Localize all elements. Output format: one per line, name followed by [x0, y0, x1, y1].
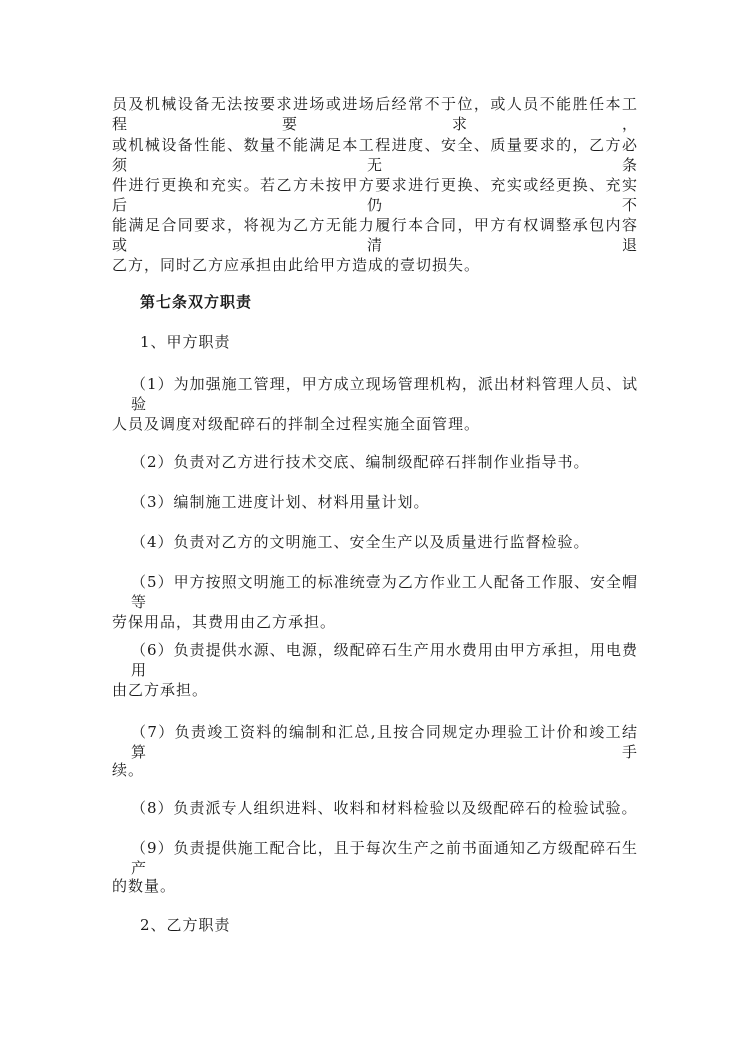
- list-item: （4）负责对乙方的文明施工、安全生产以及质量进行监督检验。: [131, 533, 590, 551]
- list-item: （7）负责竣工资料的编制和汇总,且按合同规定办理验工计价和竣工结算手: [131, 723, 638, 761]
- section-heading-party-a: 1、甲方职责: [140, 333, 231, 351]
- list-item: （3）编制施工进度计划、材料用量计划。: [131, 493, 430, 511]
- list-item-continuation: 由乙方承担。: [112, 681, 209, 699]
- list-item: （6）负责提供水源、电源，级配碎石生产用水费用由甲方承担，用电费用: [131, 641, 638, 679]
- paragraph-line: 件进行更换和充实。若乙方未按甲方要求进行更换、充实或经更换、充实后仍不: [112, 176, 638, 214]
- paragraph-line: 能满足合同要求，将视为乙方无能力履行本合同，甲方有权调整承包内容或清退: [112, 216, 638, 254]
- paragraph-line: 乙方，同时乙方应承担由此给甲方造成的壹切损失。: [112, 256, 481, 274]
- list-item: （9）负责提供施工配合比，且于每次生产之前书面通知乙方级配碎石生产: [131, 839, 638, 877]
- list-item: （8）负责派专人组织进料、收料和材料检验以及级配碎石的检验试验。: [131, 799, 638, 817]
- list-item-continuation: 的数量。: [112, 877, 177, 895]
- article-heading: 第七条双方职责: [140, 293, 253, 311]
- list-item-continuation: 续。: [112, 761, 145, 779]
- list-item: （5）甲方按照文明施工的标准统壹为乙方作业工人配备工作服、安全帽等: [131, 573, 638, 611]
- list-item: （2）负责对乙方进行技术交底、编制级配碎石拌制作业指导书。: [131, 453, 590, 471]
- section-heading-party-b: 2、乙方职责: [140, 916, 231, 934]
- paragraph-line: 员及机械设备无法按要求进场或进场后经常不于位，或人员不能胜任本工程要求，: [112, 95, 638, 133]
- list-item-continuation: 人员及调度对级配碎石的拌制全过程实施全面管理。: [112, 415, 481, 433]
- paragraph-line: 或机械设备性能、数量不能满足本工程进度、安全、质量要求的，乙方必须无条: [112, 136, 638, 174]
- list-item: （1）为加强施工管理，甲方成立现场管理机构，派出材料管理人员、试验: [131, 375, 638, 413]
- list-item-continuation: 劳保用品，其费用由乙方承担。: [112, 613, 337, 631]
